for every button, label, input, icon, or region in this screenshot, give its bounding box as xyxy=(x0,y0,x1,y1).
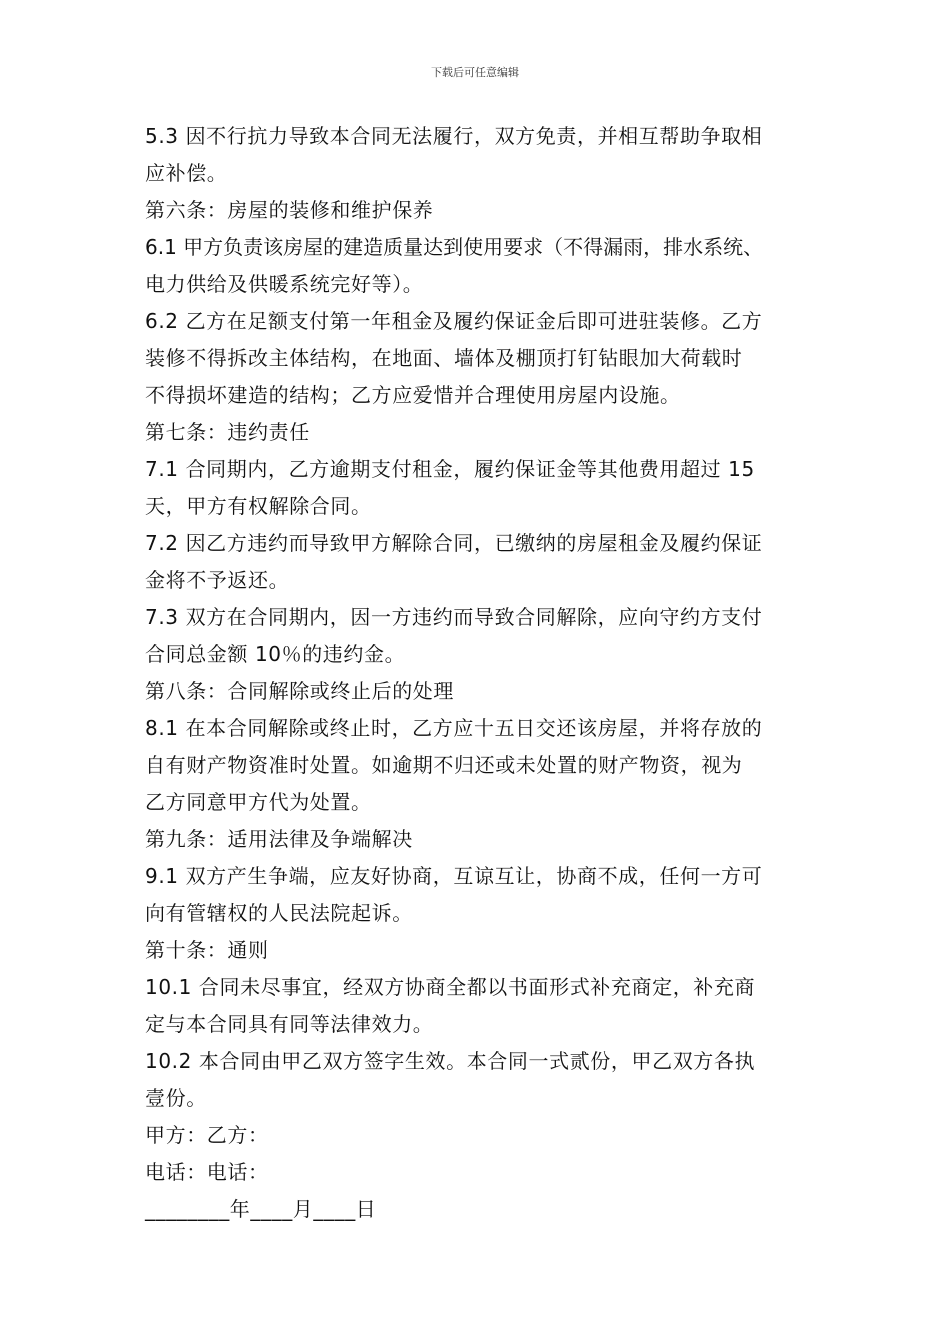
clause-6-1-line-1: 6.1 甲方负责该房屋的建造质量达到使用要求（不得漏雨，排水系统、 xyxy=(145,235,764,259)
clause-6-2-line-1: 6.2 乙方在足额支付第一年租金及履约保证金后即可进驻装修。乙方 xyxy=(145,309,763,333)
clause-7-2-line-2: 金将不予返还。 xyxy=(145,568,290,592)
article-7-heading: 第七条：违约责任 xyxy=(145,420,310,444)
clause-10-1-line-1: 10.1 合同未尽事宜，经双方协商全都以书面形式补充商定，补充商 xyxy=(145,975,756,999)
clause-8-1-line-1: 8.1 在本合同解除或终止时，乙方应十五日交还该房屋，并将存放的 xyxy=(145,716,763,740)
clause-9-1-line-2: 向有管辖权的人民法院起诉。 xyxy=(145,901,413,925)
clause-6-2-line-2: 装修不得拆改主体结构，在地面、墙体及棚顶打钉钻眼加大荷载时 xyxy=(145,346,743,370)
article-6-heading: 第六条：房屋的装修和维护保养 xyxy=(145,198,434,222)
clause-7-1-line-1: 7.1 合同期内，乙方逾期支付租金，履约保证金等其他费用超过 15 xyxy=(145,457,755,481)
clause-5-3-line-1: 5.3 因不行抗力导致本合同无法履行，双方免责，并相互帮助争取相 xyxy=(145,124,763,148)
clause-7-3-line-2: 合同总金额 10％的违约金。 xyxy=(145,642,406,666)
article-8-heading: 第八条：合同解除或终止后的处理 xyxy=(145,679,454,703)
article-10-heading: 第十条：通则 xyxy=(145,938,269,962)
clause-5-3-line-2: 应补偿。 xyxy=(145,161,228,185)
article-9-heading: 第九条：适用法律及争端解决 xyxy=(145,827,413,851)
page-header: 下载后可任意编辑 xyxy=(431,66,519,79)
clause-6-1-line-2: 电力供给及供暖系统完好等）。 xyxy=(145,272,424,296)
signature-party-line: 甲方：乙方： xyxy=(145,1123,269,1147)
clause-10-1-line-2: 定与本合同具有同等法律效力。 xyxy=(145,1012,434,1036)
document-body xyxy=(145,118,817,1228)
signature-date-line: ________年____月____日 xyxy=(145,1197,377,1221)
clause-10-2-line-1: 10.2 本合同由甲乙双方签字生效。本合同一式贰份，甲乙双方各执 xyxy=(145,1049,756,1073)
clause-10-2-line-2: 壹份。 xyxy=(145,1086,207,1110)
clause-8-1-line-3: 乙方同意甲方代为处置。 xyxy=(145,790,372,814)
clause-7-2-line-1: 7.2 因乙方违约而导致甲方解除合同，已缴纳的房屋租金及履约保证 xyxy=(145,531,763,555)
clause-6-2-line-3: 不得损坏建造的结构；乙方应爱惜并合理使用房屋内设施。 xyxy=(145,383,681,407)
clause-7-1-line-2: 天，甲方有权解除合同。 xyxy=(145,494,372,518)
clause-8-1-line-2: 自有财产物资准时处置。如逾期不归还或未处置的财产物资，视为 xyxy=(145,753,743,777)
signature-phone-line: 电话：电话： xyxy=(145,1160,269,1184)
clause-9-1-line-1: 9.1 双方产生争端，应友好协商，互谅互让，协商不成，任何一方可 xyxy=(145,864,763,888)
clause-7-3-line-1: 7.3 双方在合同期内，因一方违约而导致合同解除，应向守约方支付 xyxy=(145,605,763,629)
